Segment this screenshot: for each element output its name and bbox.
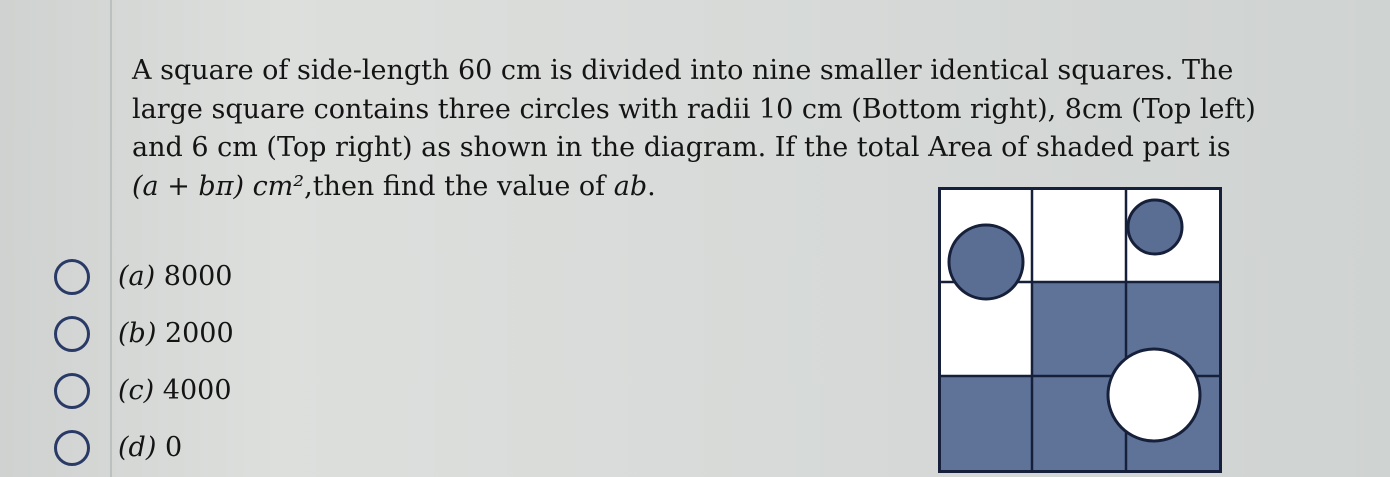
shaded-cell-middle-center (1032, 282, 1126, 376)
option-b-value: 2000 (164, 318, 234, 349)
option-c-value: 4000 (162, 375, 232, 406)
question-text (132, 52, 1256, 206)
question-line-4-end: . (647, 170, 656, 202)
question-line-3: and 6 cm (Top right) as shown in the diagram. If the total Area of shaded part is (132, 132, 1231, 163)
circle-bottom-right (1108, 349, 1200, 441)
option-d-value: 0 (164, 432, 183, 463)
option-a-letter: (a) (118, 261, 156, 292)
product-variable: ab (613, 170, 648, 202)
option-a-value: 8000 (163, 261, 233, 292)
option-a-label (118, 261, 232, 292)
option-d-letter: (d) (118, 432, 157, 463)
option-a[interactable] (54, 248, 234, 305)
option-b-radio[interactable] (54, 316, 90, 352)
option-d[interactable] (54, 419, 234, 476)
question-line-4-text: ,then find the value of (304, 170, 614, 202)
square-diagram (938, 187, 1222, 473)
circle-top-right (1128, 200, 1182, 254)
option-b-letter: (b) (118, 318, 157, 349)
option-c-radio[interactable] (54, 373, 90, 409)
option-a-radio[interactable] (54, 259, 90, 295)
area-expression: (a + bπ) cm² (132, 170, 305, 202)
circle-top-left (949, 225, 1023, 299)
option-d-radio[interactable] (54, 430, 90, 466)
answer-options (54, 248, 234, 476)
option-c[interactable] (54, 362, 234, 419)
question-line-1: A square of side-length 60 cm is divided into nine smaller identical squares. The (132, 55, 1234, 86)
option-d-label (118, 432, 182, 463)
option-c-letter: (c) (118, 375, 155, 406)
option-c-label (118, 375, 232, 406)
question-line-2: large square contains three circles with radii 10 cm (Bottom right), 8cm (Top left) (132, 93, 1256, 125)
shaded-cell-bottom-left (940, 376, 1033, 471)
option-b-label (118, 318, 234, 349)
option-b[interactable] (54, 305, 234, 362)
